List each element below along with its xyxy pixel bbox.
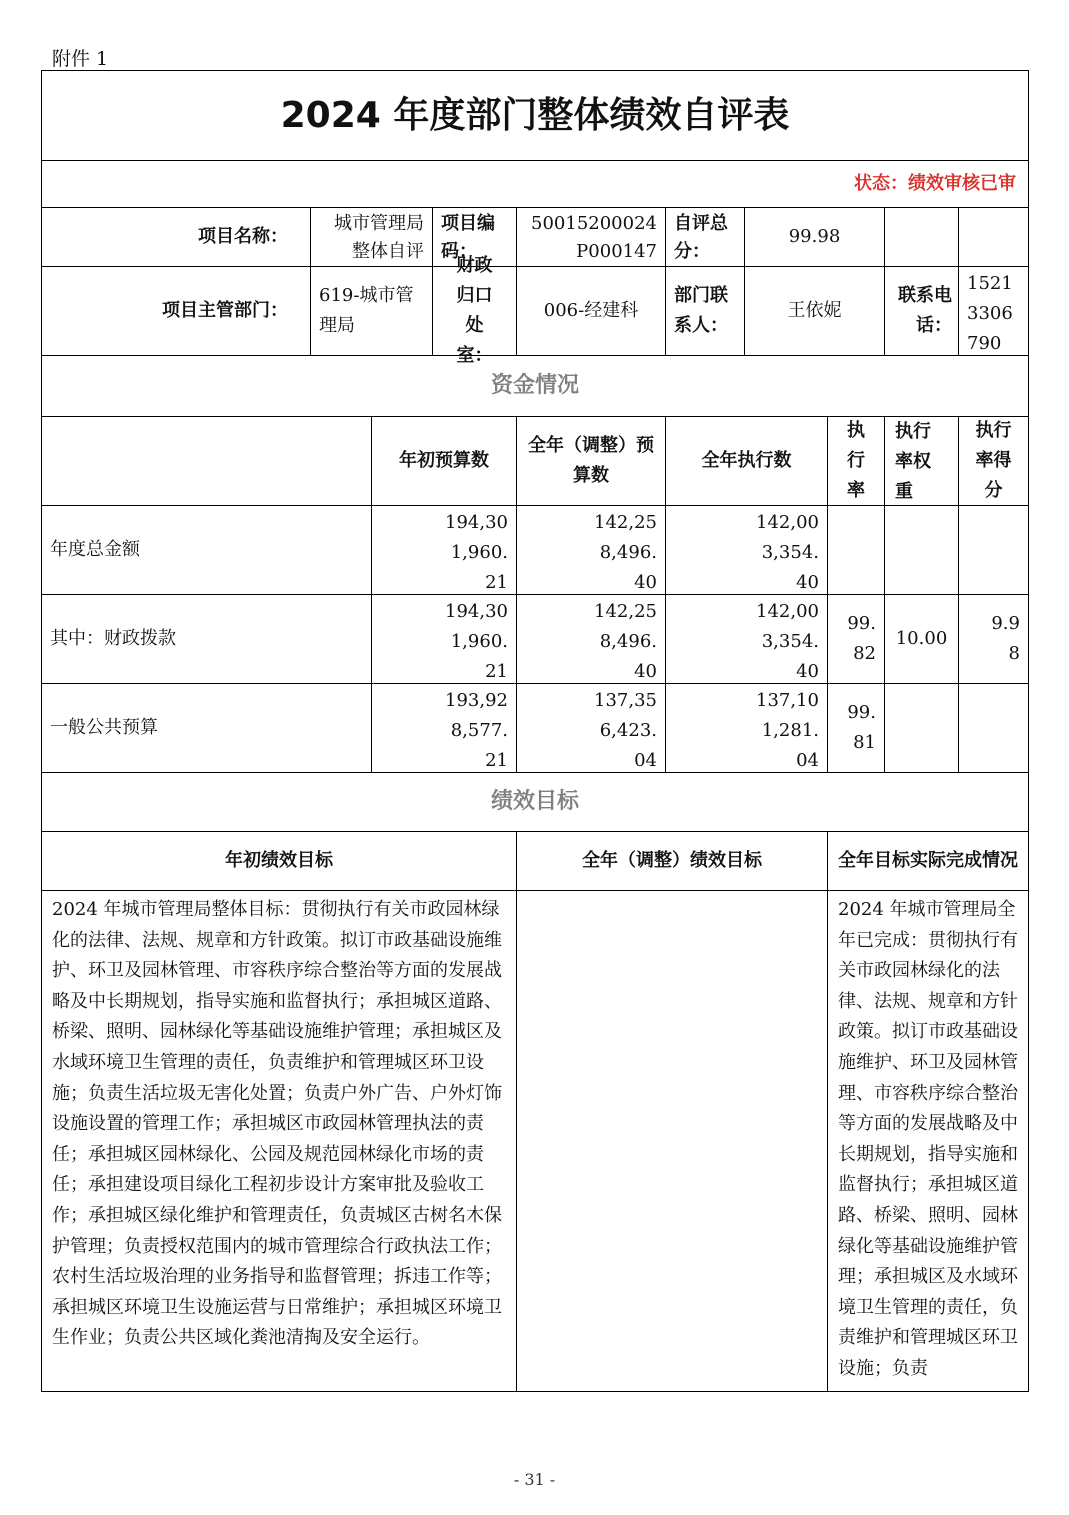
phone-value: 15213306790 bbox=[959, 267, 1028, 356]
funds-row-initial: 194,301,960.21 bbox=[372, 506, 517, 595]
actual-completion-text: 2024 年城市管理局全年已完成：贯彻执行有关市政园林绿化的法律、法规、规章和方针政策。拟订市政基础设施维护、环卫及园林管理、市容秩序综合整治等方面的发展战略及中长期规划，指导实施和监督执行；承担城区道路、桥梁、照明、园林绿化等基础设施维护管理；承担城区及水域环境卫生管理的责任，负责维护和管理城区环卫设施；负责 bbox=[838, 899, 1018, 1379]
project-name-value: 城市管理局整体自评 bbox=[311, 208, 433, 267]
funds-row-adjusted: 142,258,496.40 bbox=[517, 595, 666, 684]
self-score-label: 自评总分： bbox=[666, 208, 745, 267]
goals-section-title: 绩效目标 bbox=[42, 773, 1028, 832]
funds-row-weight bbox=[885, 684, 959, 773]
status-badge: 状态：绩效审核已审 bbox=[42, 161, 1028, 208]
empty-cell bbox=[959, 208, 1028, 267]
funds-header-weight: 执行率权重 bbox=[885, 417, 959, 506]
funds-row-rate: 99.81 bbox=[828, 684, 885, 773]
adjusted-goal-text bbox=[517, 891, 828, 1391]
page-title: 2024 年度部门整体绩效自评表 bbox=[42, 71, 1028, 161]
funds-row-score bbox=[959, 684, 1028, 773]
project-code-value: 50015200024P000147 bbox=[517, 208, 666, 267]
attachment-label: 附件 1 bbox=[52, 48, 109, 70]
goals-header-adjusted: 全年（调整）绩效目标 bbox=[517, 832, 828, 891]
finance-office-value: 006-经建科 bbox=[517, 267, 666, 356]
funds-header-rate: 执行率 bbox=[828, 417, 885, 506]
goals-header-initial: 年初绩效目标 bbox=[42, 832, 517, 891]
funds-row-initial: 194,301,960.21 bbox=[372, 595, 517, 684]
funds-row-label: 其中：财政拨款 bbox=[42, 595, 372, 684]
funds-section-title: 资金情况 bbox=[42, 356, 1028, 417]
finance-office-label: 财政归口处室： bbox=[433, 267, 517, 356]
funds-row-initial: 193,928,577.21 bbox=[372, 684, 517, 773]
funds-row-score bbox=[959, 506, 1028, 595]
evaluation-form bbox=[41, 70, 1029, 1392]
funds-header-adjusted: 全年（调整）预算数 bbox=[517, 417, 666, 506]
funds-header-executed: 全年执行数 bbox=[666, 417, 828, 506]
dept-value: 619-城市管理局 bbox=[311, 267, 433, 356]
self-score-value: 99.98 bbox=[745, 208, 885, 267]
funds-row-executed: 142,003,354.40 bbox=[666, 595, 828, 684]
funds-row-label: 一般公共预算 bbox=[42, 684, 372, 773]
funds-header-score: 执行率得分 bbox=[959, 417, 1028, 506]
funds-row-weight bbox=[885, 506, 959, 595]
funds-row-label: 年度总金额 bbox=[42, 506, 372, 595]
funds-row-score: 9.98 bbox=[959, 595, 1028, 684]
funds-row-adjusted: 137,356,423.04 bbox=[517, 684, 666, 773]
project-code-label: 项目编码： bbox=[433, 208, 517, 267]
funds-row-rate bbox=[828, 506, 885, 595]
goals-header-actual: 全年目标实际完成情况 bbox=[828, 832, 1028, 891]
phone-label: 联系电话： bbox=[885, 267, 959, 356]
contact-value: 王依妮 bbox=[745, 267, 885, 356]
funds-row-weight: 10.00 bbox=[885, 595, 959, 684]
empty-cell bbox=[885, 208, 959, 267]
funds-row-rate: 99.82 bbox=[828, 595, 885, 684]
funds-header-initial: 年初预算数 bbox=[372, 417, 517, 506]
funds-row-adjusted: 142,258,496.40 bbox=[517, 506, 666, 595]
funds-row-executed: 137,101,281.04 bbox=[666, 684, 828, 773]
contact-label: 部门联系人： bbox=[666, 267, 745, 356]
initial-goal-text: 2024 年城市管理局整体目标：贯彻执行有关市政园林绿化的法律、法规、规章和方针政策。拟订市政基础设施维护、环卫及园林管理、市容秩序综合整治等方面的发展战略及中长期规划，指导实施和监督执行；承担城区道路、桥梁、照明、园林绿化等基础设施维护管理；承担城区及水域环境卫生管理的责任，负责维护和管理城区环卫设施；负责生活垃圾无害化处置；负责户外广告、户外灯饰设施设置的管理工作；承担城区市政园林管理执法的责任；承担城区园林绿化、公园及规范园林绿化市场的责任；承担建设项目绿化工程初步设计方案审批及验收工作；承担城区绿化维护和管理责任，负责城区古树名木保护管理；负责授权范围内的城市管理综合行政执法工作；农村生活垃圾治理的业务指导和监督管理；拆违工作等；承担城区环境卫生设施运营与日常维护；承担城区环境卫生作业；负责公共区域化粪池清掏及安全运行。 bbox=[42, 891, 517, 1391]
funds-header-blank bbox=[42, 417, 372, 506]
page-number: - 31 - bbox=[513, 1470, 556, 1489]
funds-row-executed: 142,003,354.40 bbox=[666, 506, 828, 595]
dept-label: 项目主管部门： bbox=[42, 267, 311, 356]
project-name-label: 项目名称： bbox=[42, 208, 311, 267]
